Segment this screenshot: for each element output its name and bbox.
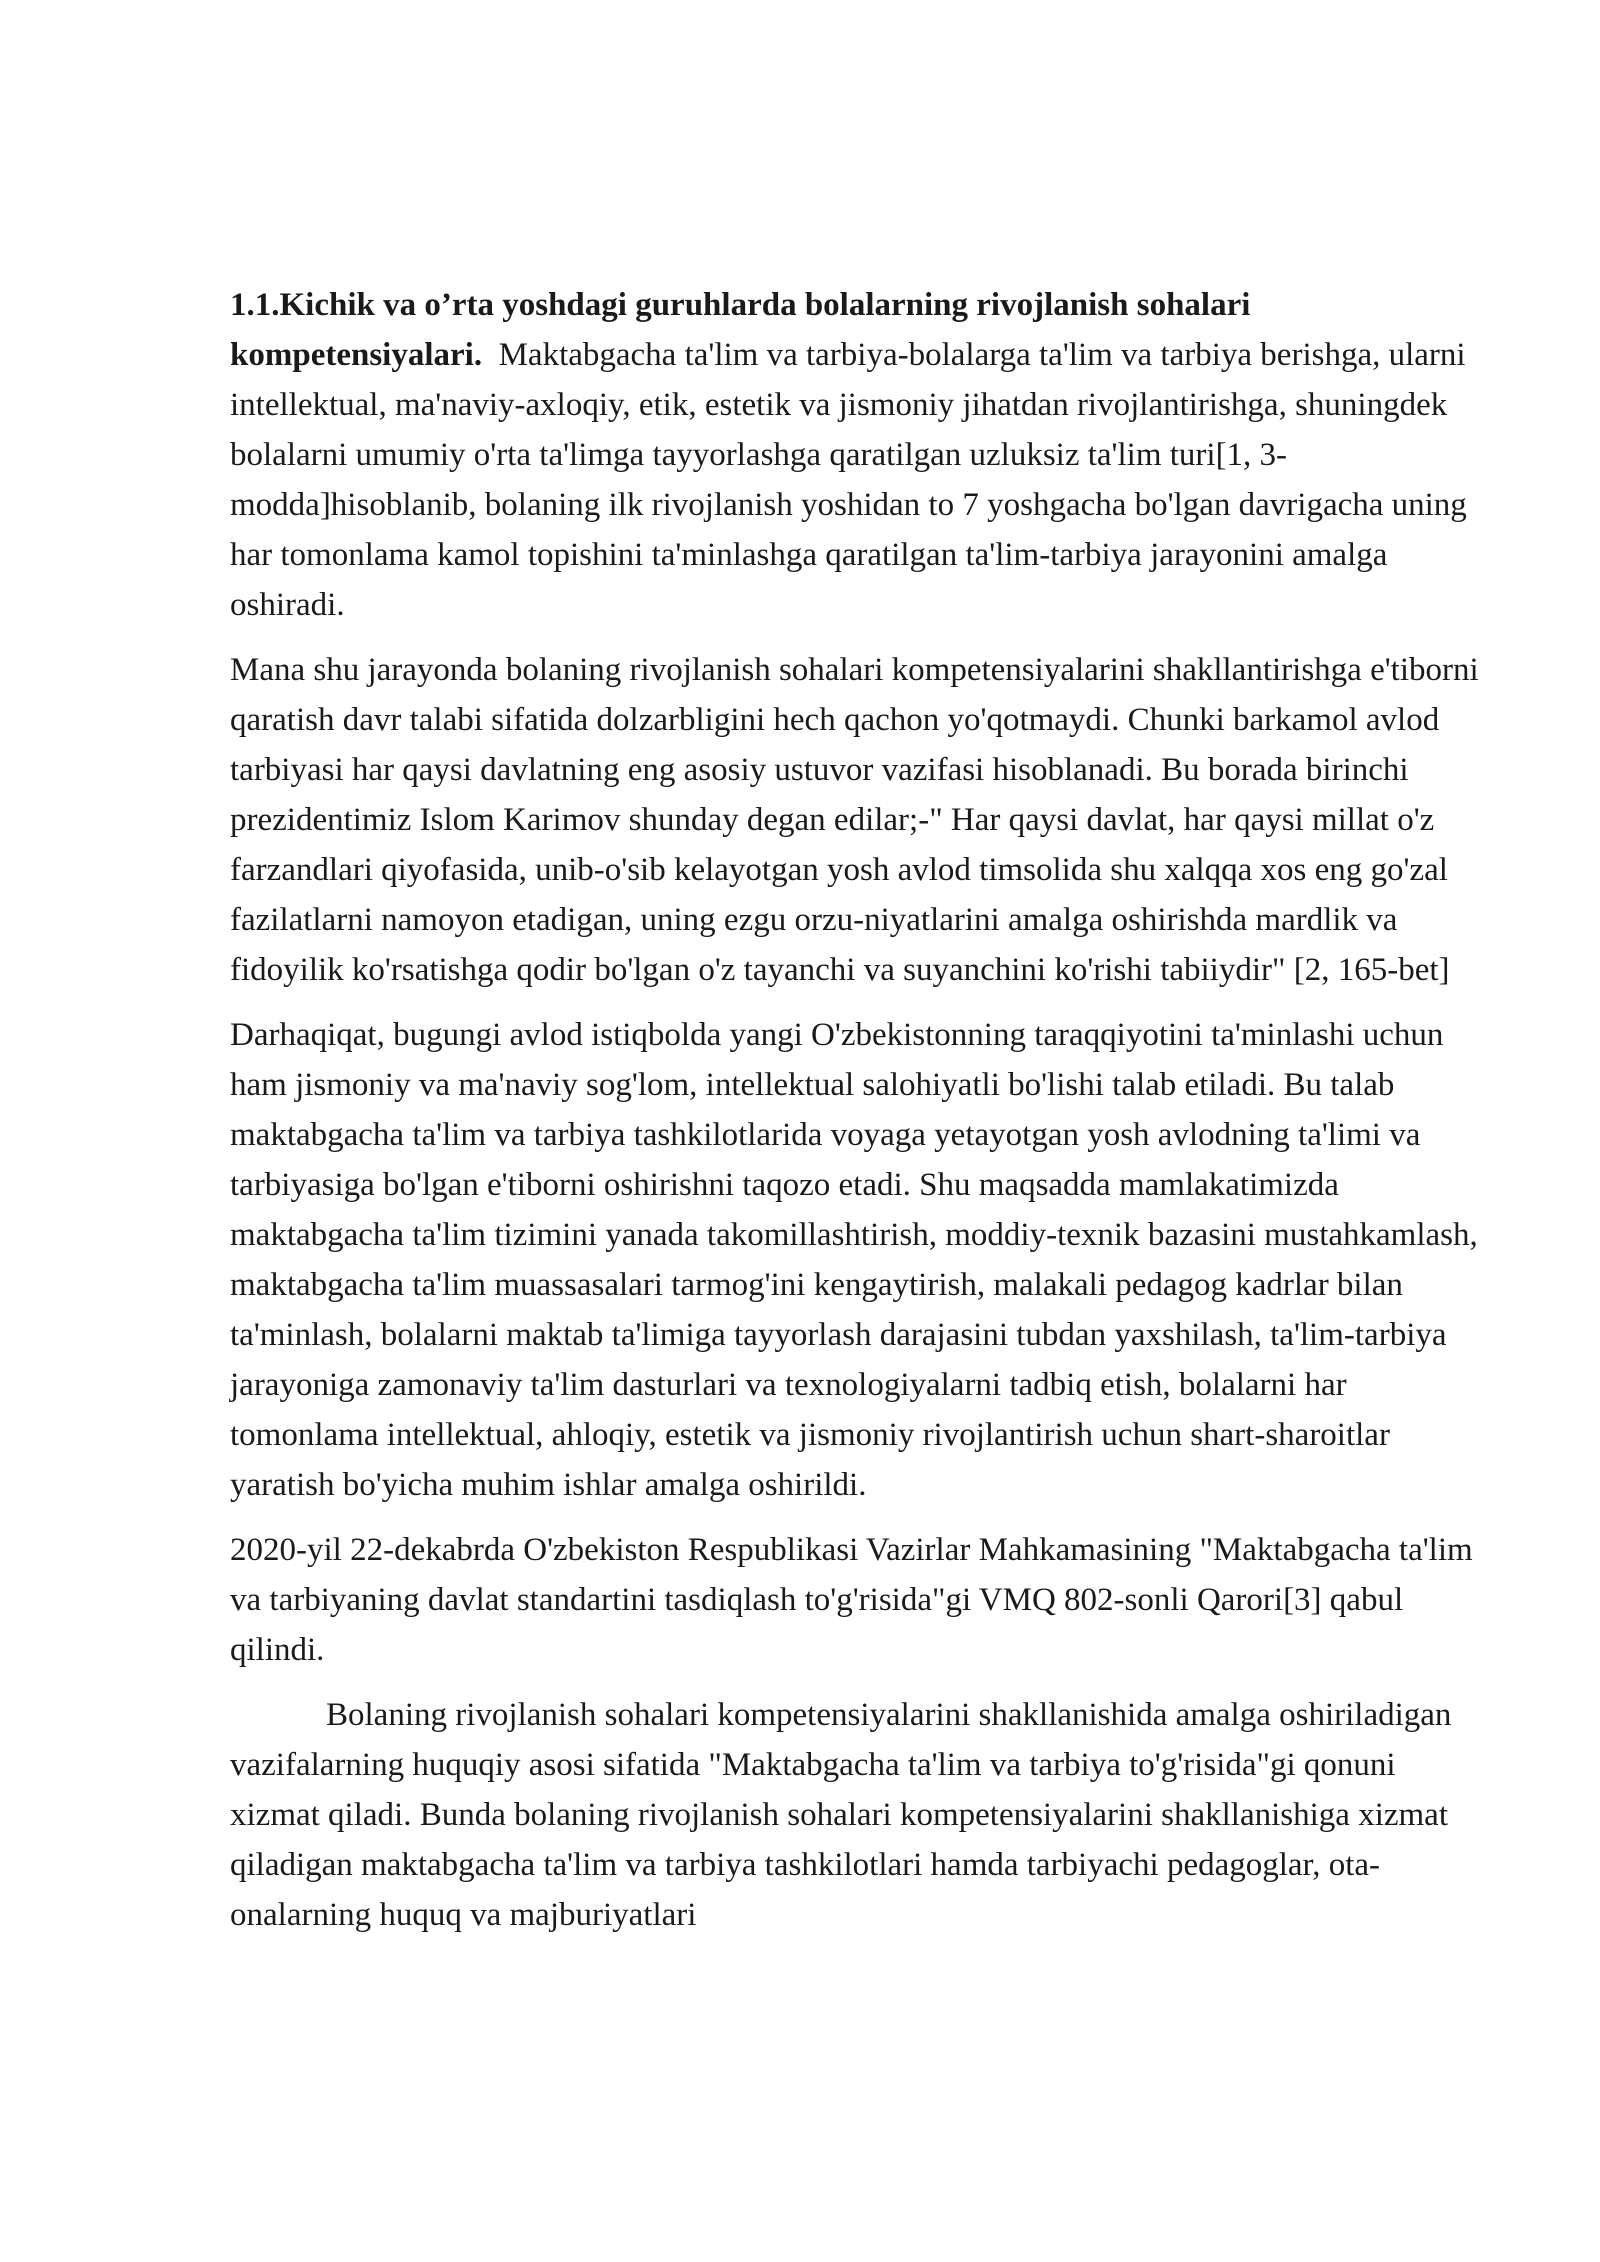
paragraph-3: Darhaqiqat, bugungi avlod istiqbolda yangi O'zbekistonning taraqqiyotini ta'minlashi uchun ham jismoniy va ma'naviy sog'lom, intellektual salohiyatli bo'lishi talab etiladi. Bu talab maktabgacha ta'lim va tarbiya tashkilotlarida voyaga yetayotgan yosh avlodning ta'limi va tarbiyasiga bo'lgan e'tiborni oshirishni taqozo etadi. Shu maqsadda mamlakatimizda maktabgacha ta'lim tizimini yanada takomillashtirish, moddiy-texnik bazasini mustahkamlash, maktabgacha ta'lim muassasalari tarmog'ini kengaytirish, malakali pedagog kadrlar bilan ta'minlash, bolalarni maktab ta'limiga tayyorlash darajasini tubdan yaxshilash, ta'lim-tarbiya jarayoniga zamonaviy ta'lim dasturlari va texnologiyalarni tadbiq etish, bolalarni har tomonlama intellektual, ahloqiy, estetik va jismoniy rivojlantirish uchun shart-sharoitlar yaratish bo'yicha muhim ishlar amalga oshirildi. [230,1017,1478,1503]
paragraph-1 [230,280,1480,630]
paragraph-4: 2020-yil 22-dekabrda O'zbekiston Respublikasi Vazirlar Mahkamasining "Maktabgacha ta'lim va tarbiyaning davlat standartini tasdiqlash to'g'risida"gi VMQ 802-sonli Qarori[3] qabul qilindi. [230,1532,1473,1668]
paragraph-2: Mana shu jarayonda bolaning rivojlanish sohalari kompetensiyalarini shakllantirishga e'tiborni qaratish davr talabi sifatida dolzarbligini hech qachon yo'qotmaydi. Chunki barkamol avlod tarbiyasi har qaysi davlatning eng asosiy ustuvor vazifasi hisoblanadi. Bu borada birinchi prezidentimiz Islom Karimov shunday degan edilar;-" Har qaysi davlat, har qaysi millat o'z farzandlari qiyofasida, unib-o'sib kelayotgan yosh avlod timsolida shu xalqqa xos eng go'zal fazilatlarni namoyon etadigan, uning ezgu orzu-niyatlarini amalga oshirishda mardlik va fidoyilik ko'rsatishga qodir bo'lgan o'z tayanchi va suyanchini ko'rishi tabiiydir" [2, 165-bet] [230,652,1479,988]
paragraph-1-text: Maktabgacha ta'lim va tarbiya-bolalarga ta'lim va tarbiya berishga, ularni intellektual, ma'naviy-axloqiy, etik, estetik va jismoniy jihatdan rivojlantirishga, shuningdek bolalarni umumiy o'rta ta'limga tayyorlashga qaratilgan uzluksiz ta'lim turi[1, 3-modda]hisoblanib, bolaning ilk rivojlanish yoshidan to 7 yoshgacha bo'lgan davrigacha uning har tomonlama kamol topishini ta'minlashga qaratilgan ta'lim-tarbiya jarayonini amalga oshiradi. [230,337,1467,623]
paragraph-5: Bolaning rivojlanish sohalari kompetensiyalarini shakllanishida amalga oshiriladigan vazifalarning huquqiy asosi sifatida "Maktabgacha ta'lim va tarbiya to'g'risida"gi qonuni xizmat qiladi. Bunda bolaning rivojlanish sohalari kompetensiyalarini shakllanishiga xizmat qiladigan maktabgacha ta'lim va tarbiya tashkilotlari hamda tarbiyachi pedagoglar, ota-onalarning huquq va majburiyatlari [230,1697,1452,1933]
section-heading: 1.1.Kichik va o’rta yoshdagi guruhlarda bolalarning rivojlanish sohalari kompetensiyalari. [230,287,1251,373]
document-page [230,280,1480,1955]
